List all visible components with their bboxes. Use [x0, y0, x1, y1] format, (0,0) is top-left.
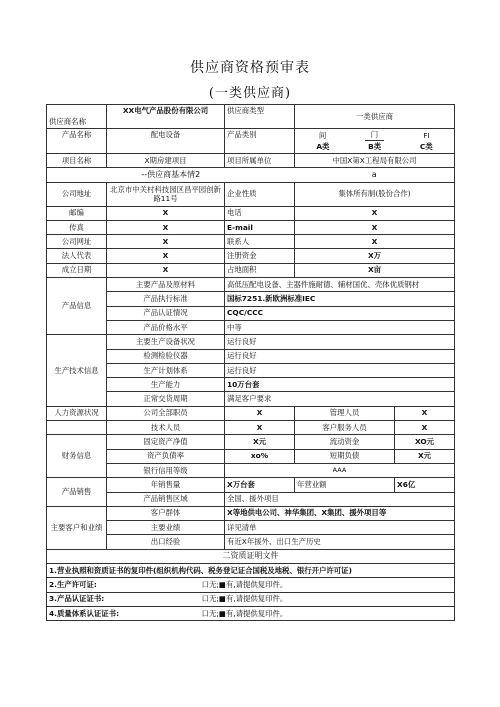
cert-item: 1.营业执照和资质证书的复印件(组织机构代码、税务登记证合国税及地税、银行开户许可证)	[47, 564, 455, 578]
project-name-label: 项目名称	[47, 154, 107, 168]
hr-info-group: 人力资源状况	[47, 406, 107, 420]
row-customer-1	[47, 506, 455, 520]
capital-label: 注册资金	[225, 249, 295, 263]
sales-info-group: 产品销售	[47, 478, 107, 507]
prequalification-form	[46, 104, 454, 621]
row-sales-1	[47, 478, 455, 492]
row-finance-2	[47, 449, 455, 463]
row-customer-3	[47, 535, 455, 549]
phone-value[interactable]: X	[295, 206, 455, 220]
nature-label: 企业性质	[225, 182, 295, 206]
supplier-type-label: 供应商类型	[225, 105, 295, 129]
row-address	[47, 182, 455, 206]
cert-section-header: 二资质证明文件	[47, 549, 455, 563]
customer-value[interactable]: 有近X年援外、出口生产历史	[225, 535, 455, 549]
cert-label: 3.产品认证证书:	[49, 594, 105, 604]
row-cert-4	[47, 606, 455, 620]
product-info-label: 产品价格水平	[107, 320, 225, 334]
credit-value[interactable]: AAA	[225, 463, 455, 477]
production-info-label: 正常交货周期	[107, 392, 225, 406]
project-unit-value[interactable]: 中国X第X工程局有限公司	[295, 154, 455, 168]
cert-item	[47, 578, 455, 592]
debt-value[interactable]: xo%	[225, 449, 295, 463]
category-checkboxes	[297, 130, 452, 141]
supplier-name-label: 供应商名称	[47, 105, 107, 129]
row-supplier-name	[47, 105, 455, 129]
product-name-value[interactable]: 配电设备	[107, 129, 225, 154]
region-value[interactable]: 全国、援外项目	[225, 492, 455, 506]
page-subtitle: (一类供应商)	[208, 86, 292, 101]
row-project	[47, 154, 455, 168]
row-product-info-2	[47, 292, 455, 306]
product-info-value[interactable]: CQC/CCC	[225, 306, 455, 320]
debt-label: 资产负债率	[107, 449, 225, 463]
product-category-options[interactable]	[295, 129, 455, 154]
page-title: 供应商资格预审表	[190, 60, 310, 76]
annual-label: 年销售量	[107, 478, 225, 492]
row-production-3	[47, 363, 455, 377]
production-info-value[interactable]: 满足客户要求	[225, 392, 455, 406]
product-info-label: 产品执行标准	[107, 292, 225, 306]
row-product-name	[47, 129, 455, 154]
customer-label: 主要业绩	[107, 521, 225, 535]
row-cert-header	[47, 549, 455, 563]
row-product-info-4	[47, 320, 455, 334]
loan-label: 短期负债	[295, 449, 395, 463]
row-production-4	[47, 378, 455, 392]
row-sales-2	[47, 492, 455, 506]
row-product-info-3	[47, 306, 455, 320]
row-hr-1	[47, 406, 455, 420]
credit-label: 银行信用等级	[107, 463, 225, 477]
region-label: 产品销售区域	[107, 492, 225, 506]
cert-option[interactable]: 口无;■有,请提供复印件。	[201, 579, 288, 589]
category-labels	[297, 142, 452, 152]
staff-label: 公司全部职员	[107, 406, 225, 420]
cert-label: 2.生产许可证:	[49, 579, 97, 589]
row-product-info-1	[47, 278, 455, 292]
legal-value[interactable]: X	[107, 249, 225, 263]
website-value[interactable]: X	[107, 235, 225, 249]
contact-value[interactable]: X	[295, 235, 455, 249]
category-a-label: A类	[316, 142, 330, 151]
production-info-group: 生产技术信息	[47, 335, 107, 406]
loan-value[interactable]: X元	[395, 449, 455, 463]
production-info-label: 生产能力	[107, 378, 225, 392]
product-info-value[interactable]: 中等	[225, 320, 455, 334]
cert-label: 4.质量体系认证证书:	[49, 608, 120, 618]
fax-label: 传真	[47, 220, 107, 234]
assets-value[interactable]: X元	[225, 435, 295, 449]
nature-value[interactable]: 集体所有制(股份合作)	[295, 182, 455, 206]
phone-label: 电话	[225, 206, 295, 220]
supplier-type-value[interactable]: 一类供应商	[295, 105, 455, 129]
product-info-value[interactable]: 高低压配电设备、主器件施耐德、辅材国优、壳体优质钢材	[225, 278, 455, 292]
cash-value[interactable]: XO元	[395, 435, 455, 449]
row-production-5	[47, 392, 455, 406]
hr-info-group-cont	[47, 421, 107, 435]
service-label: 客户服务人员	[295, 421, 395, 435]
capital-value[interactable]: X万	[295, 249, 455, 263]
contact-label: 联系人	[225, 235, 295, 249]
cert-option[interactable]: 口无;■有,请提供复印件。	[201, 608, 288, 618]
founded-label: 成立日期	[47, 263, 107, 277]
title-block	[0, 58, 500, 104]
category-mark-a[interactable]: 间	[318, 131, 327, 140]
basic-info-header: --供应商基本情2	[47, 168, 295, 182]
product-info-label: 主要产品及原材料	[107, 278, 225, 292]
row-cert-3	[47, 592, 455, 606]
row-postcode	[47, 206, 455, 220]
production-info-value[interactable]: 10万台套	[225, 378, 455, 392]
row-finance-3	[47, 463, 455, 477]
production-info-label: 生产计划体系	[107, 363, 225, 377]
service-value[interactable]: X	[395, 421, 455, 435]
row-founded	[47, 263, 455, 277]
row-cert-2	[47, 578, 455, 592]
product-info-value[interactable]: 国标7251.新欧洲标准IEC	[225, 292, 455, 306]
row-website	[47, 235, 455, 249]
email-label: E-mail	[225, 220, 295, 234]
project-unit-label: 项目所属单位	[225, 154, 295, 168]
row-fax	[47, 220, 455, 234]
address-label: 公司地址	[47, 182, 107, 206]
customer-info-group: 主要客户和业绩	[47, 506, 107, 549]
legal-label: 法人代表	[47, 249, 107, 263]
address-value[interactable]: 北京市中关村科技园区昌平园创新路11号	[107, 182, 225, 206]
finance-info-group: 财务信息	[47, 435, 107, 478]
area-label: 占地面积	[225, 263, 295, 277]
postcode-value[interactable]: X	[107, 206, 225, 220]
category-b-label: B类	[368, 142, 382, 151]
assets-label: 固定资产净值	[107, 435, 225, 449]
row-customer-2	[47, 521, 455, 535]
customer-label: 出口经验	[107, 535, 225, 549]
production-info-value[interactable]: 运行良好	[225, 349, 455, 363]
category-c-label: C类	[419, 142, 433, 151]
production-info-value[interactable]: 运行良好	[225, 363, 455, 377]
row-cert-1	[47, 564, 455, 578]
form-table	[46, 104, 455, 621]
row-production-1	[47, 335, 455, 349]
tech-value[interactable]: X	[225, 421, 295, 435]
project-name-value[interactable]: X期房建项目	[107, 154, 225, 168]
basic-info-mark: a	[295, 168, 455, 182]
fax-value[interactable]: X	[107, 220, 225, 234]
customer-label: 客户群体	[107, 506, 225, 520]
product-category-label: 产品类别	[225, 129, 295, 154]
row-hr-2	[47, 421, 455, 435]
cert-item	[47, 606, 455, 620]
product-name-label: 产品名称	[47, 129, 107, 154]
annual-value[interactable]: X万台套	[225, 478, 295, 492]
production-info-label: 主要生产设备状况	[107, 335, 225, 349]
production-info-value[interactable]: 运行良好	[225, 335, 455, 349]
area-value[interactable]: X亩	[295, 263, 455, 277]
tech-label: 技术人员	[107, 421, 225, 435]
category-mark-b[interactable]: 门	[365, 130, 384, 141]
mgmt-value[interactable]: X	[395, 406, 455, 420]
row-finance-1	[47, 435, 455, 449]
postcode-label: 邮编	[47, 206, 107, 220]
customer-value[interactable]: X等地供电公司、神华集团、X集团、援外项目等	[225, 506, 455, 520]
website-label: 公司网址	[47, 235, 107, 249]
revenue-label: 年营业额	[295, 478, 395, 492]
revenue-value[interactable]: X6亿	[395, 478, 455, 492]
cert-item	[47, 592, 455, 606]
customer-value[interactable]: 详见清单	[225, 521, 455, 535]
cert-option[interactable]: 口无;■有,请提供复印件。	[201, 594, 288, 604]
row-basic-info-header	[47, 168, 455, 182]
product-info-label: 产品认证情况	[107, 306, 225, 320]
supplier-name-value[interactable]: XX电气产品股份有限公司	[107, 105, 225, 129]
row-production-2	[47, 349, 455, 363]
product-info-group: 产品信息	[47, 278, 107, 335]
category-mark-c[interactable]: FI	[423, 131, 430, 140]
staff-value[interactable]: X	[225, 406, 295, 420]
production-info-label: 检测检验仪器	[107, 349, 225, 363]
email-value[interactable]: X	[295, 220, 455, 234]
founded-value[interactable]: X	[107, 263, 225, 277]
mgmt-label: 管理人员	[295, 406, 395, 420]
cash-label: 流动资金	[295, 435, 395, 449]
row-legal	[47, 249, 455, 263]
